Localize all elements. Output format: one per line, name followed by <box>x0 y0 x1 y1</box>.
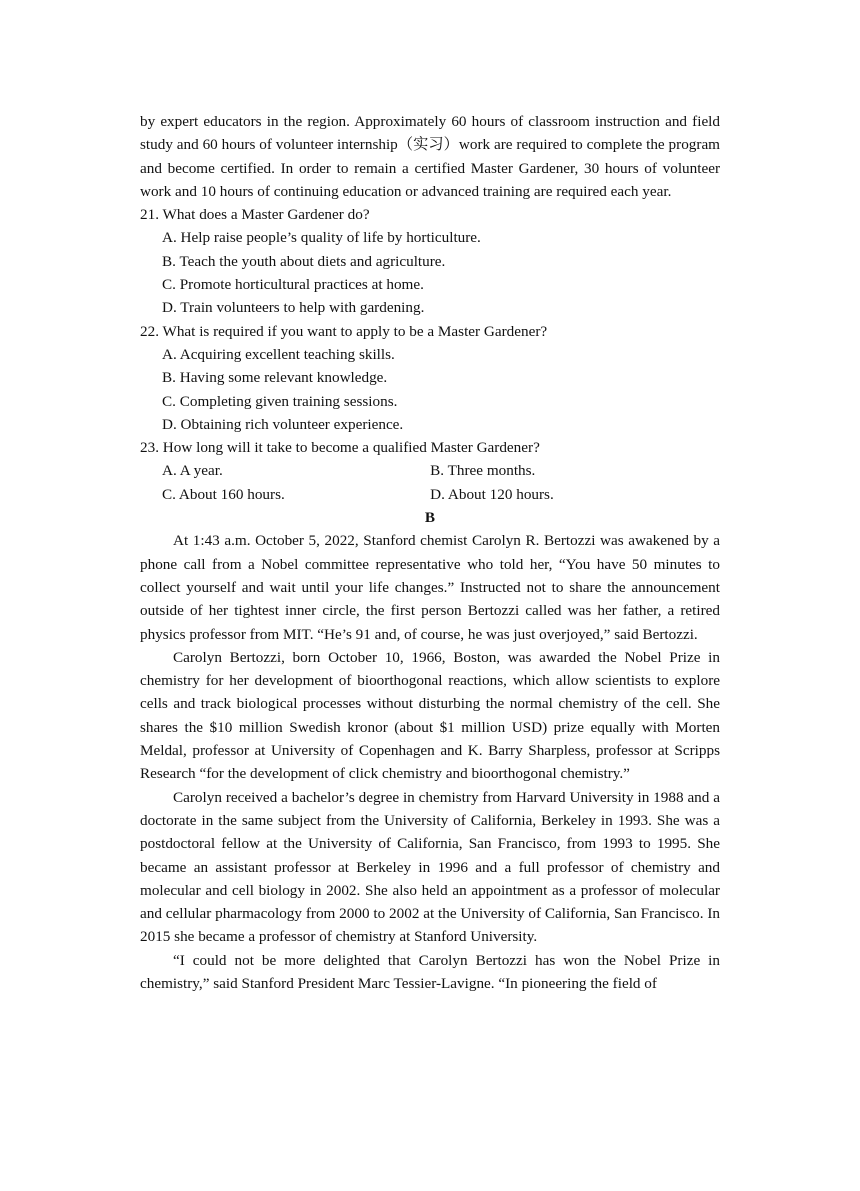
option-row <box>140 483 720 506</box>
option-c[interactable]: C. About 160 hours. <box>162 485 285 503</box>
question-22 <box>140 320 720 436</box>
option-a[interactable]: A. A year. <box>162 462 223 480</box>
option-c[interactable]: C. Completing given training sessions. <box>162 392 398 410</box>
passage-paragraph: Carolyn Bertozzi, born October 10, 1966, Boston, was awarded the Nobel Prize in chemistry for her development of bioorthogonal reactions, which allow scientists to explore cells and track biological processes without disturbing the normal chemistry of the cell. She shares the $10 million Swedish kronor (about $1 million USD) prize equally with Morten Meldal, professor at University of Copenhagen and K. Barry Sharpless, professor at Scripps Research “for the development of click chemistry and bioorthogonal chemistry.” <box>140 648 720 783</box>
document-page <box>140 110 720 995</box>
question-stem: 21. What does a Master Gardener do? <box>140 206 370 224</box>
question-stem: 23. How long will it take to become a qualified Master Gardener? <box>140 439 540 457</box>
option-d[interactable]: D. Obtaining rich volunteer experience. <box>162 415 404 433</box>
passage-paragraph: Carolyn received a bachelor’s degree in chemistry from Harvard University in 1988 and a doctorate in the same subject from the University of California, Berkeley in 1993. She was a postdoctoral fellow at the University of California, San Francisco, from 1993 to 1995. She became an assistant professor at Berkeley in 1996 and a full professor of chemistry and molecular and cell biology in 2002. She also held an appointment as a professor of molecular and cellular pharmacology from 2000 to 2002 at the University of California, San Francisco. In 2015 she became a professor of chemistry at Stanford University. <box>140 788 720 946</box>
intro-paragraph: by expert educators in the region. Approximately 60 hours of classroom instruction and field study and 60 hours of volunteer internship（实习）work are required to complete the program and become certified. In order to remain a certified Master Gardener, 30 hours of volunteer work and 10 hours of continuing education or advanced training are required each year. <box>140 113 720 200</box>
question-21 <box>140 203 720 319</box>
option-c[interactable]: C. Promote horticultural practices at home. <box>162 276 424 294</box>
passage-paragraph: “I could not be more delighted that Carolyn Bertozzi has won the Nobel Prize in chemistry,” said Stanford President Marc Tessier-Lavigne. “In pioneering the field of <box>140 951 720 992</box>
option-b[interactable]: B. Teach the youth about diets and agriculture. <box>162 252 446 270</box>
option-d[interactable]: D. About 120 hours. <box>430 485 554 503</box>
option-b[interactable]: B. Having some relevant knowledge. <box>162 369 388 387</box>
option-row <box>140 459 720 482</box>
option-d[interactable]: D. Train volunteers to help with gardening. <box>162 299 425 317</box>
section-title: B <box>424 509 436 527</box>
option-b[interactable]: B. Three months. <box>430 462 536 480</box>
passage-paragraph: At 1:43 a.m. October 5, 2022, Stanford chemist Carolyn R. Bertozzi was awakened by a phone call from a Nobel committee representative who told her, “You have 50 minutes to collect yourself and wait until your life changes.” Instructed not to share the announcement outside of her tightest inner circle, the first person Bertozzi called was her father, a retired physics professor from MIT. “He’s 91 and, of course, he was just overjoyed,” said Bertozzi. <box>140 532 720 643</box>
option-a[interactable]: A. Acquiring excellent teaching skills. <box>162 345 395 363</box>
question-stem: 22. What is required if you want to apply to be a Master Gardener? <box>140 322 548 340</box>
option-a[interactable]: A. Help raise people’s quality of life by horticulture. <box>162 229 481 247</box>
question-23 <box>140 436 720 506</box>
